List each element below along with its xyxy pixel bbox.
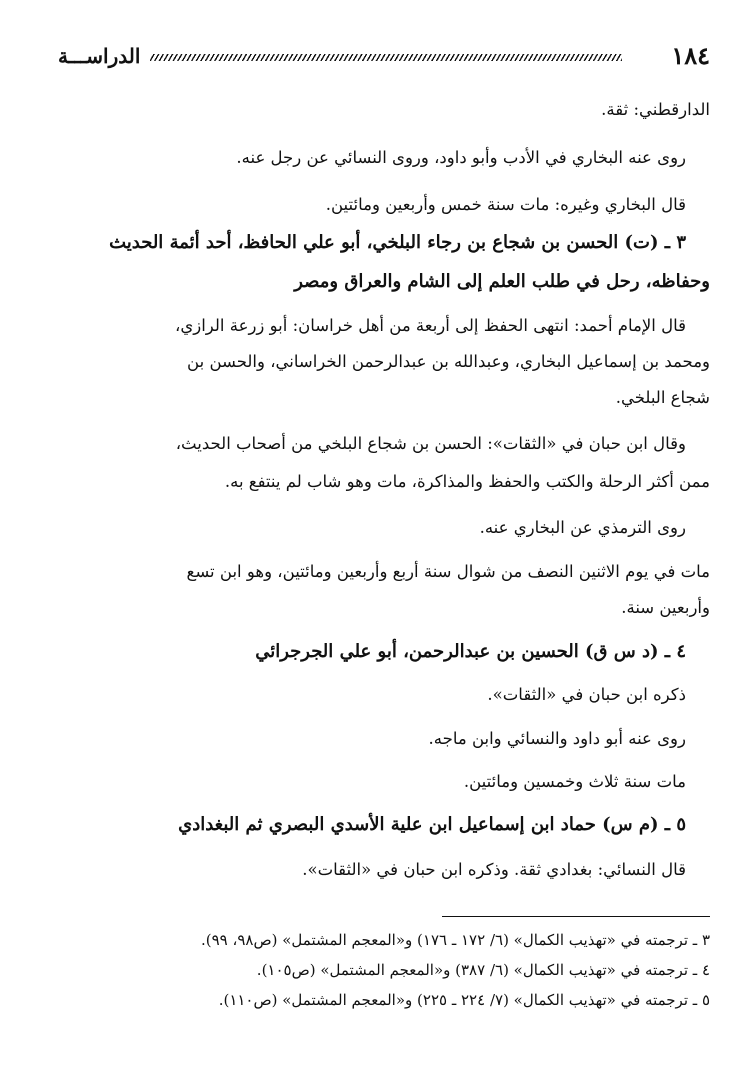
text-line: مات في يوم الاثنين النصف من شوال سنة أربع وأربعين ومائتين، وهو ابن تسع [186, 562, 710, 581]
text-line: ممن أكثر الرحلة والكتب والحفظ والمذاكرة، مات وهو شاب لم ينتفع به. [224, 472, 710, 491]
entry-heading: ٣ ـ (ت) الحسن بن شجاع بن رجاء البلخي، أبو علي الحافظ، أحد أئمة الحديث [109, 232, 686, 253]
text-line: مات سنة ثلاث وخمسين ومائتين. [463, 772, 686, 791]
entry-heading: وحفاظه، رحل في طلب العلم إلى الشام والعراق ومصر [294, 271, 710, 292]
text-line: ذكره ابن حبان في «الثقات». [487, 685, 686, 704]
text-line: شجاع البلخي. [615, 388, 710, 407]
text-line: روى عنه البخاري في الأدب وأبو داود، وروى النسائي عن رجل عنه. [236, 148, 686, 167]
page-header [58, 40, 710, 74]
text-line: الدارقطني: ثقة. [601, 100, 710, 119]
footnote: ٥ ـ ترجمته في «تهذيب الكمال» (٧/ ٢٢٤ ـ ٢٢٥) و«المعجم المشتمل» (ص١١٠). [218, 991, 710, 1009]
text-line: قال النسائي: بغدادي ثقة. وذكره ابن حبان في «الثقات». [302, 860, 686, 879]
page-number: ١٨٤ [671, 41, 710, 70]
text-line: قال الإمام أحمد: انتهى الحفظ إلى أربعة من أهل خراسان: أبو زرعة الرازي، [175, 316, 686, 335]
running-title: الدراســـة [58, 44, 141, 68]
header-hatch-rule [150, 54, 622, 61]
entry-heading: ٤ ـ (د س ق) الحسين بن عبدالرحمن، أبو علي الجرجرائي [255, 641, 686, 662]
text-line: وقال ابن حبان في «الثقات»: الحسن بن شجاع البلخي من أصحاب الحديث، [175, 434, 686, 453]
text-line: ومحمد بن إسماعيل البخاري، وعبدالله بن عبدالرحمن الخراساني، والحسن بن [187, 352, 710, 371]
footnote: ٤ ـ ترجمته في «تهذيب الكمال» (٦/ ٣٨٧) و«المعجم المشتمل» (ص١٠٥). [256, 961, 710, 979]
footnote: ٣ ـ ترجمته في «تهذيب الكمال» (٦/ ١٧٢ ـ ١٧٦) و«المعجم المشتمل» (ص٩٨، ٩٩). [201, 931, 710, 949]
text-line: روى الترمذي عن البخاري عنه. [479, 518, 686, 537]
entry-heading: ٥ ـ (م س) حماد ابن إسماعيل ابن علية الأسدي البصري ثم البغدادي [178, 814, 686, 835]
text-line: قال البخاري وغيره: مات سنة خمس وأربعين ومائتين. [325, 195, 686, 214]
text-line: وأربعين سنة. [621, 598, 710, 617]
footnote-separator [442, 916, 710, 917]
text-line: روى عنه أبو داود والنسائي وابن ماجه. [428, 729, 686, 748]
